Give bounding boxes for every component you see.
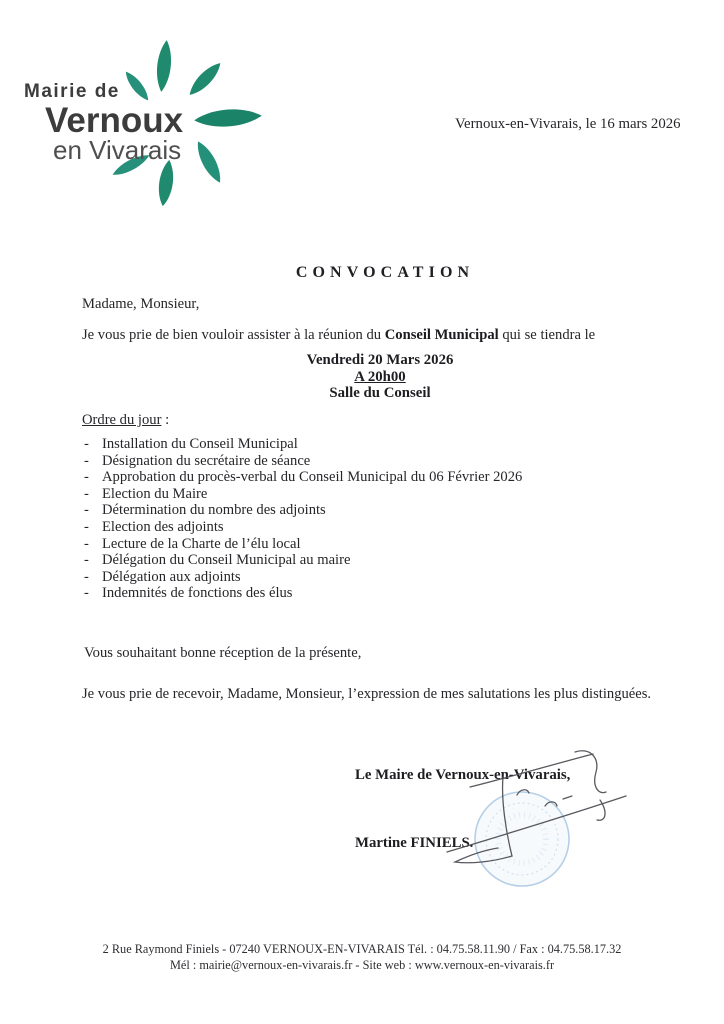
stamp-icon bbox=[475, 792, 569, 886]
agenda-item bbox=[84, 569, 522, 586]
signer-role: Le Maire de Vernoux-en-Vivarais, bbox=[355, 767, 571, 783]
agenda-item-dash: - bbox=[84, 518, 89, 535]
agenda-item-text: Indemnités de fonctions des élus bbox=[102, 585, 293, 602]
agenda-list bbox=[84, 436, 522, 602]
closing-line-1: Vous souhaitant bonne réception de la présente, bbox=[84, 645, 362, 661]
agenda-item bbox=[84, 552, 522, 569]
agenda-item-dash: - bbox=[84, 502, 89, 519]
mairie-logo bbox=[16, 24, 272, 220]
agenda-item-dash: - bbox=[84, 535, 89, 552]
agenda-item bbox=[84, 519, 522, 536]
leaf-cluster-icon bbox=[16, 24, 272, 220]
footer bbox=[0, 942, 724, 973]
intro-suffix: qui se tiendra le bbox=[498, 327, 596, 343]
agenda-item bbox=[84, 585, 522, 602]
meeting-date: Vendredi 20 Mars 2026 bbox=[306, 352, 454, 368]
signer-name: Martine FINIELS. bbox=[355, 835, 474, 851]
meeting-place: Salle du Conseil bbox=[329, 385, 431, 401]
agenda-item-text: Détermination du nombre des adjoints bbox=[102, 502, 326, 519]
footer-address-line: 2 Rue Raymond Finiels - 07240 VERNOUX-EN-VIVARAIS Tél. : 04.75.58.11.90 / Fax : 04.75.58.17.32 bbox=[102, 942, 622, 956]
agenda-item-text: Désignation du secrétaire de séance bbox=[102, 452, 311, 469]
agenda-item bbox=[84, 469, 522, 486]
salutation: Madame, Monsieur, bbox=[82, 296, 200, 312]
intro-prefix: Je vous prie de bien vouloir assister à la réunion du bbox=[82, 327, 385, 343]
logo-text-en-vivarais: en Vivarais bbox=[53, 135, 182, 165]
agenda-item bbox=[84, 453, 522, 470]
agenda-item bbox=[84, 536, 522, 553]
agenda-item-dash: - bbox=[84, 585, 89, 602]
logo-text-vernoux: Vernoux bbox=[45, 101, 184, 140]
agenda-item-dash: - bbox=[84, 436, 89, 452]
signature-stamp-overlay bbox=[430, 730, 680, 905]
meeting-time: A 20h00 bbox=[354, 368, 406, 385]
agenda-item-dash: - bbox=[84, 452, 89, 469]
place-date-line: Vernoux-en-Vivarais, le 16 mars 2026 bbox=[455, 116, 681, 132]
agenda-item bbox=[84, 436, 522, 453]
letter-title: CONVOCATION bbox=[295, 264, 475, 281]
agenda-item-dash: - bbox=[84, 568, 89, 585]
agenda-heading-label: Ordre du jour bbox=[82, 412, 162, 428]
agenda-item bbox=[84, 486, 522, 503]
agenda-item-text: Installation du Conseil Municipal bbox=[102, 436, 298, 452]
agenda-heading-colon: : bbox=[161, 412, 170, 428]
agenda-heading bbox=[82, 412, 169, 429]
meeting-details bbox=[180, 352, 580, 402]
intro-paragraph bbox=[82, 327, 595, 344]
footer-contact-line: Mél : mairie@vernoux-en-vivarais.fr - Site web : www.vernoux-en-vivarais.fr bbox=[169, 957, 555, 972]
agenda-item bbox=[84, 502, 522, 519]
agenda-item-text: Approbation du procès-verbal du Conseil Municipal du 06 Février 2026 bbox=[102, 469, 523, 486]
closing-line-2: Je vous prie de recevoir, Madame, Monsieur, l’expression de mes salutations les plus distinguées. bbox=[82, 686, 652, 702]
agenda-item-dash: - bbox=[84, 469, 89, 486]
logo-text-mairie-de: Mairie de bbox=[24, 81, 120, 102]
intro-bold-conseil-municipal: Conseil Municipal bbox=[384, 327, 499, 343]
agenda-item-text: Délégation du Conseil Municipal au maire bbox=[102, 552, 351, 569]
agenda-item-text: Election du Maire bbox=[102, 485, 208, 502]
agenda-item-text: Lecture de la Charte de l’élu local bbox=[102, 535, 301, 552]
agenda-item-dash: - bbox=[84, 552, 89, 569]
agenda-item-text: Election des adjoints bbox=[102, 518, 224, 535]
agenda-item-text: Délégation aux adjoints bbox=[102, 568, 241, 585]
agenda-item-dash: - bbox=[84, 485, 89, 502]
